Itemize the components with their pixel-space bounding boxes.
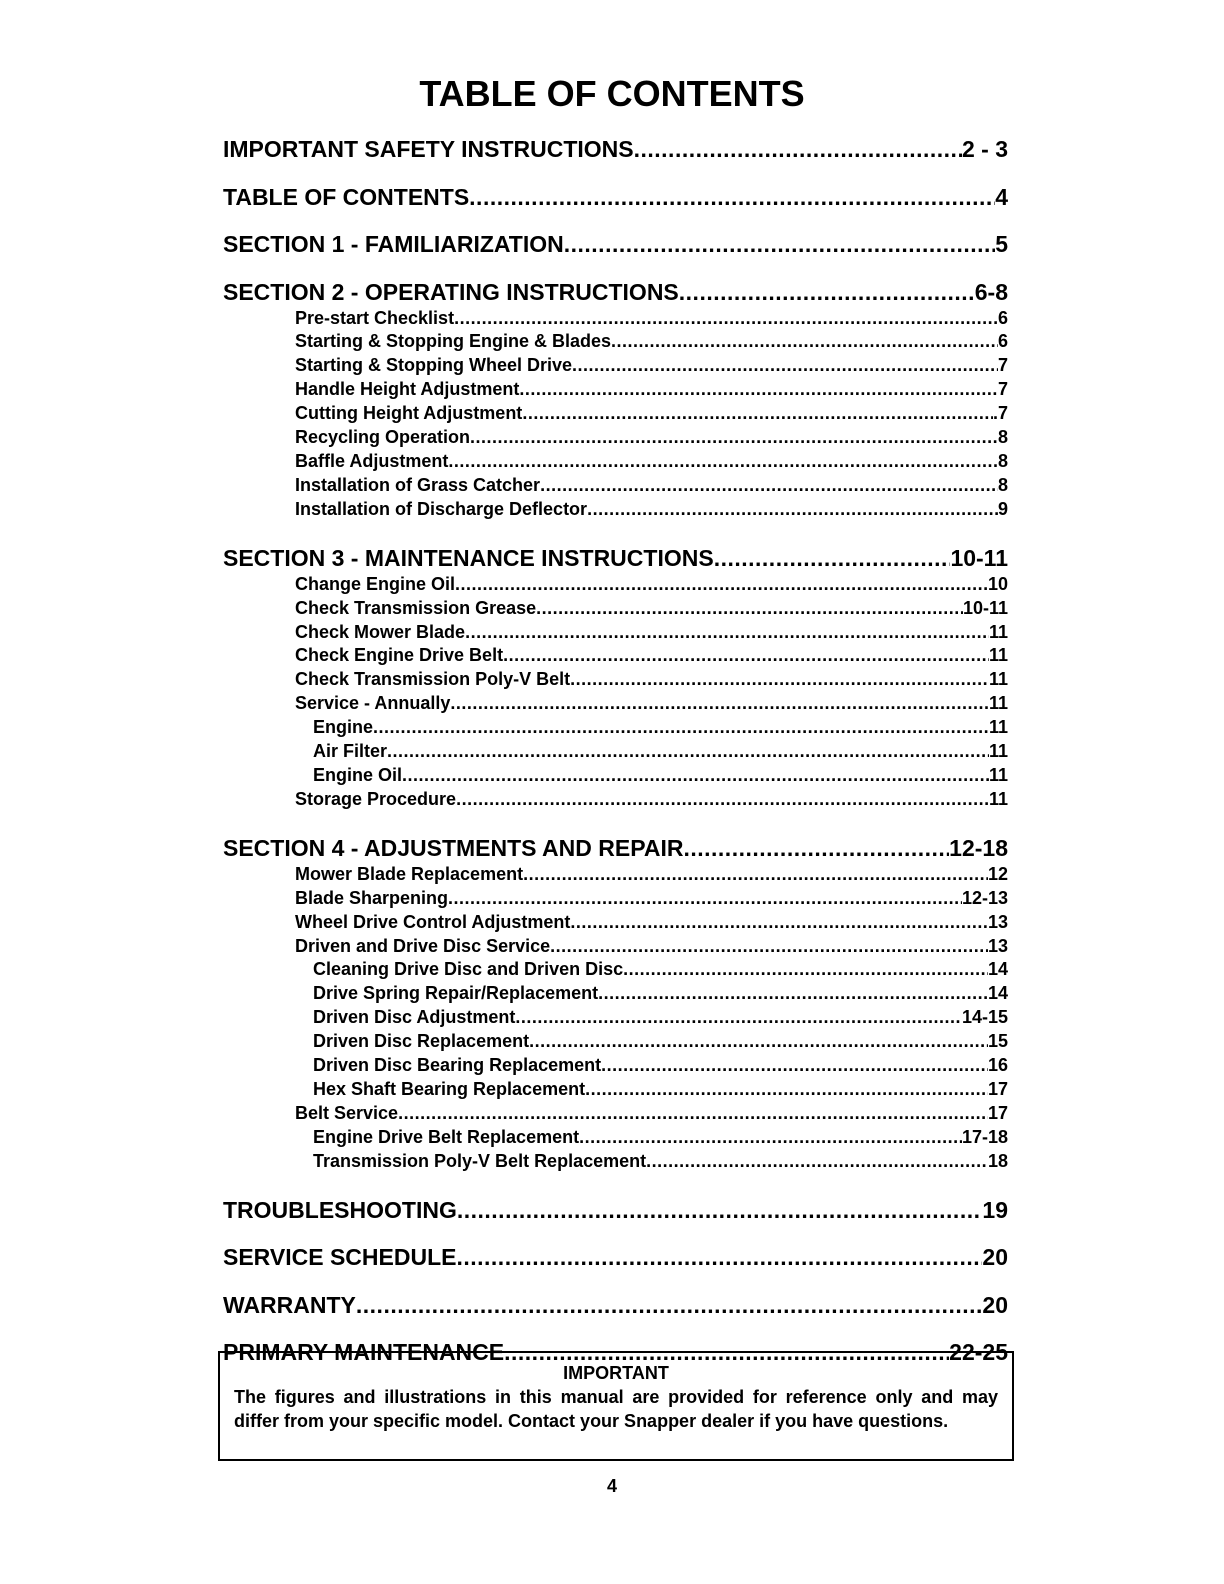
toc-entry-page: 9 (997, 498, 1008, 519)
toc-entry (223, 715, 1008, 739)
toc-entry-page: .7 (992, 403, 1008, 424)
toc-entry-label: Mower Blade Replacement (295, 863, 524, 884)
toc-entry (223, 957, 1008, 981)
toc-entry-page: 7 (997, 379, 1008, 400)
toc-entry (223, 473, 1008, 497)
toc-entry (223, 981, 1008, 1005)
toc-leader-dots (587, 497, 998, 521)
toc-entry (223, 134, 1008, 164)
toc-entry-page: 12-13 (961, 887, 1008, 908)
toc-entry (223, 691, 1008, 715)
toc-entry-label: Service - Annually (295, 693, 451, 714)
toc-entry-page: 16 (987, 1055, 1008, 1075)
toc-entry-page: 8 (997, 427, 1008, 447)
toc-entry-label: SECTION 4 - ADJUSTMENTS AND REPAIR (223, 834, 684, 861)
toc-entry-label: Hex Shaft Bearing Replacement (313, 1078, 586, 1099)
toc-entry (223, 1149, 1008, 1173)
toc-entry (223, 787, 1008, 811)
toc-entry-label: Engine Oil (313, 764, 403, 785)
toc-entry-page: 11 (988, 717, 1008, 738)
toc-entry-label: Driven Disc Bearing Replacement (313, 1055, 602, 1075)
toc-entry (223, 1029, 1008, 1053)
toc-leader-dots (646, 1149, 988, 1173)
toc-entry-page: 11 (988, 669, 1008, 690)
notice-heading: IMPORTANT (563, 1363, 669, 1383)
toc-entry (223, 667, 1008, 691)
toc-entry-label: Cleaning Drive Disc and Driven Disc (313, 959, 624, 980)
toc-entry (223, 1053, 1008, 1077)
toc-entry-page: 4 (995, 183, 1008, 210)
toc-leader-dots (679, 277, 975, 307)
toc-entry (223, 862, 1008, 886)
toc-leader-dots (570, 910, 988, 934)
toc-leader-dots (579, 1125, 962, 1149)
toc-leader-dots (515, 1005, 962, 1029)
toc-leader-dots (634, 134, 962, 164)
toc-leader-dots (519, 377, 998, 401)
toc-entry-label: Engine Drive Belt Replacement (313, 1126, 580, 1147)
toc-entry (223, 401, 1008, 425)
toc-entry-label: Starting & Stopping Wheel Drive (295, 355, 573, 376)
toc-entry (223, 1101, 1008, 1125)
toc-entry (223, 934, 1008, 958)
toc-entry-page: 14 (987, 959, 1008, 980)
toc-entry-label: Driven Disc Replacement (313, 1031, 530, 1052)
toc-entry-page: 6 (997, 331, 1008, 352)
toc-entry-page: 11 (988, 645, 1008, 666)
toc-leader-dots (470, 425, 998, 449)
toc-entry-label: Drive Spring Repair/Replacement (313, 983, 599, 1004)
toc-entry-label: Check Transmission Grease (295, 597, 537, 618)
toc-entry (223, 1195, 1008, 1225)
toc-entry (223, 353, 1008, 377)
toc-leader-dots (714, 543, 951, 573)
toc-entry-page: 11 (988, 693, 1008, 714)
toc-entry-label: Driven Disc Adjustment (313, 1007, 516, 1028)
toc-entry-page: 22-25 (949, 1339, 1008, 1366)
toc-entry-page: 17 (987, 1078, 1008, 1099)
toc-entry-page: 14 (987, 983, 1008, 1004)
notice-text: The figures and illustrations in this manual are provided for reference only and may differ from your specific model. Contact your Snapper dealer if you have questions. (234, 1387, 998, 1431)
toc-entry-label: Check Transmission Poly-V Belt (295, 669, 571, 690)
toc-entry (223, 1077, 1008, 1101)
toc-entry-page: 13 (987, 935, 1008, 956)
toc-entry-label: SECTION 3 - MAINTENANCE INSTRUCTIONS (223, 544, 714, 571)
page-number: 4 (606, 1476, 617, 1496)
toc-entry-page: 14-15 (961, 1007, 1008, 1028)
toc-leader-dots (572, 353, 998, 377)
toc-entry-page: 11 (988, 764, 1008, 785)
toc-entry (223, 1290, 1008, 1320)
toc-leader-dots (373, 715, 989, 739)
toc-entry-page: 12-18 (949, 834, 1008, 861)
toc-entry-page: 6 (997, 307, 1008, 328)
toc-leader-dots (522, 401, 993, 425)
toc-entry (223, 425, 1008, 449)
toc-entry (223, 1242, 1008, 1272)
toc-entry-label: WARRANTY (223, 1291, 356, 1318)
toc-entry-label: Baffle Adjustment (295, 450, 449, 471)
toc-entry-label: Starting & Stopping Engine & Blades (295, 331, 612, 352)
toc-entry-label: TABLE OF CONTENTS (223, 183, 470, 210)
toc-entry-page: 7 (997, 355, 1008, 376)
toc-leader-dots (550, 934, 988, 958)
toc-entry (223, 833, 1008, 863)
toc-entry-page: 17-18 (961, 1126, 1008, 1147)
toc-entry (223, 182, 1008, 212)
toc-entry-page: 5 (995, 231, 1008, 257)
toc-entry-label: Installation of Grass Catcher (295, 474, 541, 495)
toc-entry-label: SERVICE SCHEDULE (223, 1244, 457, 1271)
toc-leader-dots (456, 1242, 982, 1272)
toc-entry-page: 6-8 (974, 278, 1008, 305)
toc-leader-dots (455, 572, 988, 596)
toc-entry (223, 306, 1008, 330)
toc-leader-dots (601, 1053, 988, 1077)
toc-leader-dots (570, 667, 989, 691)
toc-entry (223, 643, 1008, 667)
toc-entry-page: 10-11 (950, 544, 1008, 571)
toc-entry (223, 377, 1008, 401)
toc-entry (223, 329, 1008, 353)
toc-entry-page: 18 (987, 1150, 1008, 1171)
toc-entry-label: SECTION 1 - FAMILIARIZATION (223, 231, 564, 257)
toc-entry-page: 20 (982, 1244, 1008, 1271)
toc-entry-page: 13 (987, 911, 1008, 932)
toc-entry-page: 11 (988, 621, 1008, 642)
toc-entry-page: 17 (987, 1102, 1008, 1123)
toc-entry-label: Wheel Drive Control Adjustment (295, 911, 571, 932)
page-title: TABLE OF CONTENTS (419, 73, 805, 114)
toc-leader-dots (398, 1101, 988, 1125)
toc-entry (223, 1125, 1008, 1149)
toc-entry-page: 8 (997, 474, 1008, 495)
toc-entry (223, 620, 1008, 644)
toc-entry (223, 449, 1008, 473)
toc-entry-label: Check Mower Blade (295, 621, 466, 642)
toc-entry (223, 596, 1008, 620)
toc-leader-dots (465, 620, 989, 644)
toc-entry-label: IMPORTANT SAFETY INSTRUCTIONS (223, 136, 634, 162)
toc-leader-dots (564, 229, 995, 259)
toc-leader-dots (356, 1290, 983, 1320)
toc-entry-label: Recycling Operation (295, 427, 471, 447)
toc-leader-dots (523, 862, 988, 886)
toc-entry-page: 20 (982, 1291, 1008, 1318)
toc-leader-dots (503, 643, 989, 667)
toc-entry-page: 19 (982, 1196, 1008, 1223)
toc-leader-dots (623, 957, 988, 981)
toc-entry-label: Check Engine Drive Belt (295, 645, 504, 666)
toc-entry (223, 1005, 1008, 1029)
toc-entry-label: Blade Sharpening (295, 887, 449, 908)
toc-leader-dots (529, 1029, 988, 1053)
toc-entry-page: 10-11 (962, 597, 1008, 618)
toc-entry-label: Engine (313, 717, 374, 738)
toc-entry-label: Installation of Discharge Deflector (295, 498, 588, 519)
toc-entry-page: 11 (988, 788, 1008, 809)
toc-leader-dots (540, 473, 998, 497)
toc-entry (223, 497, 1008, 521)
toc-entry-page: 2 - 3 (961, 136, 1008, 162)
toc-entry-label: Change Engine Oil (295, 573, 456, 594)
toc-leader-dots (536, 596, 963, 620)
toc-leader-dots (457, 1195, 983, 1225)
toc-entry-label: Belt Service (295, 1102, 399, 1123)
toc-entry-label: Pre-start Checklist (295, 307, 455, 328)
toc-entry-page: 12 (987, 863, 1008, 884)
toc-entry-label: Cutting Height Adjustment (295, 403, 523, 424)
toc-leader-dots (448, 449, 998, 473)
toc-leader-dots (598, 981, 988, 1005)
toc-entry (223, 763, 1008, 787)
toc-entry-label: Air Filter (313, 741, 388, 761)
toc-leader-dots (611, 329, 998, 353)
toc-entry (223, 229, 1008, 259)
toc-leader-dots (456, 787, 989, 811)
toc-entry-page: 11 (988, 741, 1008, 761)
toc-entry-page: 10 (987, 573, 1008, 594)
toc-entry-page: 8 (997, 450, 1008, 471)
important-notice-box (218, 1351, 1014, 1461)
toc-entry-label: TROUBLESHOOTING (223, 1196, 457, 1223)
toc-leader-dots (402, 763, 989, 787)
toc-leader-dots (454, 306, 998, 330)
toc-leader-dots (387, 739, 989, 763)
toc-entry-label: Handle Height Adjustment (295, 379, 520, 400)
toc-entry-label: Driven and Drive Disc Service (295, 935, 551, 956)
toc-leader-dots (448, 886, 962, 910)
toc-entry-label: Transmission Poly-V Belt Replacement (313, 1150, 647, 1171)
toc-entry (223, 543, 1008, 573)
toc-entry (223, 572, 1008, 596)
toc-leader-dots (469, 182, 995, 212)
toc-entry (223, 739, 1008, 763)
toc-entry-label: Storage Procedure (295, 788, 457, 809)
toc-entry-page: 15 (987, 1031, 1008, 1052)
toc-entry (223, 277, 1008, 307)
toc-entry (223, 910, 1008, 934)
toc-entry (223, 886, 1008, 910)
toc-leader-dots (585, 1077, 988, 1101)
toc-entry-label: SECTION 2 - OPERATING INSTRUCTIONS (223, 278, 679, 305)
toc-leader-dots (683, 833, 949, 863)
toc-entry-label: PRIMARY MAINTENANCE (223, 1339, 505, 1366)
toc-leader-dots (450, 691, 989, 715)
